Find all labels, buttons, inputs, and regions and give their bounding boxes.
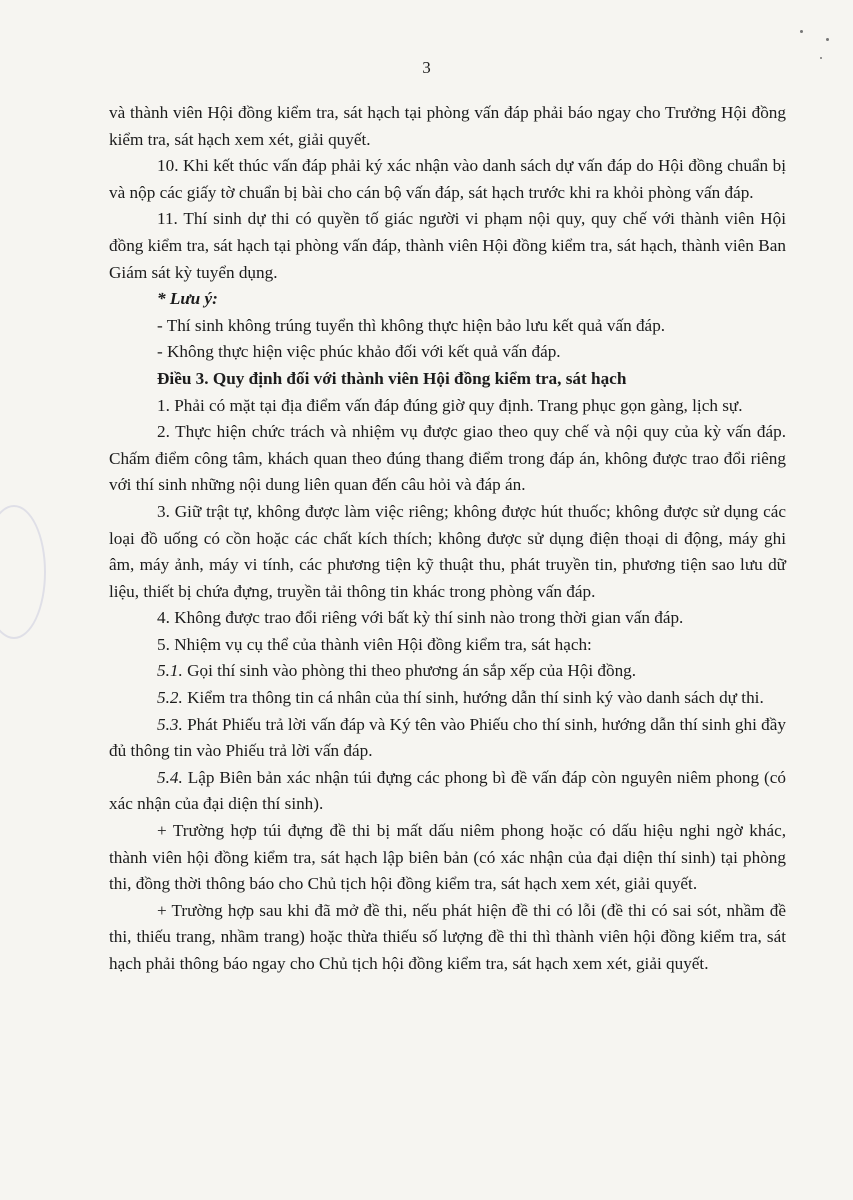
paragraph: 5. Nhiệm vụ cụ thể của thành viên Hội đồng kiểm tra, sát hạch:	[157, 634, 592, 654]
sub-item	[109, 765, 786, 818]
sub-item-label: 5.2.	[157, 688, 183, 708]
note-item: - Thí sinh không trúng tuyển thì không thực hiện bảo lưu kết quả vấn đáp.	[157, 315, 666, 335]
note-item: - Không thực hiện việc phúc khảo đối với kết quả vấn đáp.	[157, 342, 561, 362]
scan-speck	[826, 38, 829, 41]
sub-item-text: Kiểm tra thông tin cá nhân của thí sinh, hướng dẫn thí sinh ký vào danh sách dự thi.	[182, 688, 764, 708]
sub-item	[109, 685, 786, 712]
sub-item	[109, 712, 786, 765]
sub-item-label: 5.3.	[157, 714, 183, 734]
page-number: 3	[422, 58, 431, 77]
paragraph: và thành viên Hội đồng kiểm tra, sát hạch tại phòng vấn đáp phải báo ngay cho Trưởng Hội đồng kiểm tra, sát hạch xem xét, giải quyết.	[109, 103, 786, 149]
paragraph: 10. Khi kết thúc vấn đáp phải ký xác nhận vào danh sách dự vấn đáp do Hội đồng chuẩn bị và nộp các giấy tờ chuẩn bị bài cho cán bộ vấn đáp, sát hạch trước khi ra khỏi phòng vấn đáp.	[109, 156, 786, 202]
sub-item-text: Gọi thí sinh vào phòng thi theo phương án sắp xếp của Hội đồng.	[182, 661, 637, 681]
scan-speck	[800, 30, 803, 33]
paragraph: 1. Phải có mặt tại địa điểm vấn đáp đúng giờ quy định. Trang phục gọn gàng, lịch sự.	[157, 395, 743, 415]
sub-item-text: Lập Biên bản xác nhận túi đựng các phong bì đề vấn đáp còn nguyên niêm phong (có xác nhận của đại diện thí sinh).	[109, 767, 786, 814]
paragraph: 3. Giữ trật tự, không được làm việc riêng; không được hút thuốc; không được sử dụng các loại đồ uống có cồn hoặc các chất kích thích; không được sử dụng điện thoại di động, máy ghi âm, máy ảnh, máy vi tính, các phương tiện kỹ thuật thu, phát truyền tin, phương tiện sao lưu dữ liệu, thiết bị chứa đựng, truyền tải thông tin khác trong phòng vấn đáp.	[109, 501, 786, 601]
document-body	[109, 100, 786, 978]
faint-stamp-mark	[0, 505, 46, 639]
paragraph: + Trường hợp túi đựng đề thi bị mất dấu niêm phong hoặc có dấu hiệu nghi ngờ khác, thành viên hội đồng kiểm tra, sát hạch lập biên bản (có xác nhận của đại diện thí sinh) tại phòng thi, đồng thời thông báo cho Chủ tịch hội đồng kiểm tra, sát hạch xem xét, giải quyết.	[109, 821, 786, 894]
note-heading: * Lưu ý:	[157, 289, 218, 309]
sub-item-label: 5.1.	[157, 661, 183, 681]
paragraph: 4. Không được trao đổi riêng với bất kỳ thí sinh nào trong thời gian vấn đáp.	[157, 608, 684, 628]
paragraph: 11. Thí sinh dự thi có quyền tố giác người vi phạm nội quy, quy chế với thành viên Hội đồng kiểm tra, sát hạch tại phòng vấn đáp, thành viên Hội đồng kiểm tra, sát hạch, thành viên Ban Giám sát kỳ tuyển dụng.	[109, 209, 786, 282]
paragraph: 2. Thực hiện chức trách và nhiệm vụ được giao theo quy chế và nội quy của kỳ vấn đáp. Chấm điểm công tâm, khách quan theo đúng thang điểm trong đáp án, không được trao đổi riêng với thí sinh những nội dung liên quan đến câu hỏi và đáp án.	[109, 422, 786, 495]
sub-item	[109, 658, 786, 685]
sub-item-text: Phát Phiếu trả lời vấn đáp và Ký tên vào Phiếu cho thí sinh, hướng dẫn thí sinh ghi đầy đủ thông tin vào Phiếu trả lời vấn đáp.	[109, 714, 786, 761]
sub-item-label: 5.4.	[157, 767, 183, 787]
paragraph: + Trường hợp sau khi đã mở đề thi, nếu phát hiện đề thi có lỗi (đề thi có sai sót, nhầm đề thi, thiếu trang, nhầm trang) hoặc thừa thiếu số lượng đề thi thì thành viên hội đồng kiểm tra, sát hạch phải thông báo ngay cho Chủ tịch hội đồng kiểm tra, sát hạch xem xét, giải quyết.	[109, 900, 786, 973]
article-heading: Điều 3. Quy định đối với thành viên Hội đồng kiểm tra, sát hạch	[157, 368, 627, 388]
